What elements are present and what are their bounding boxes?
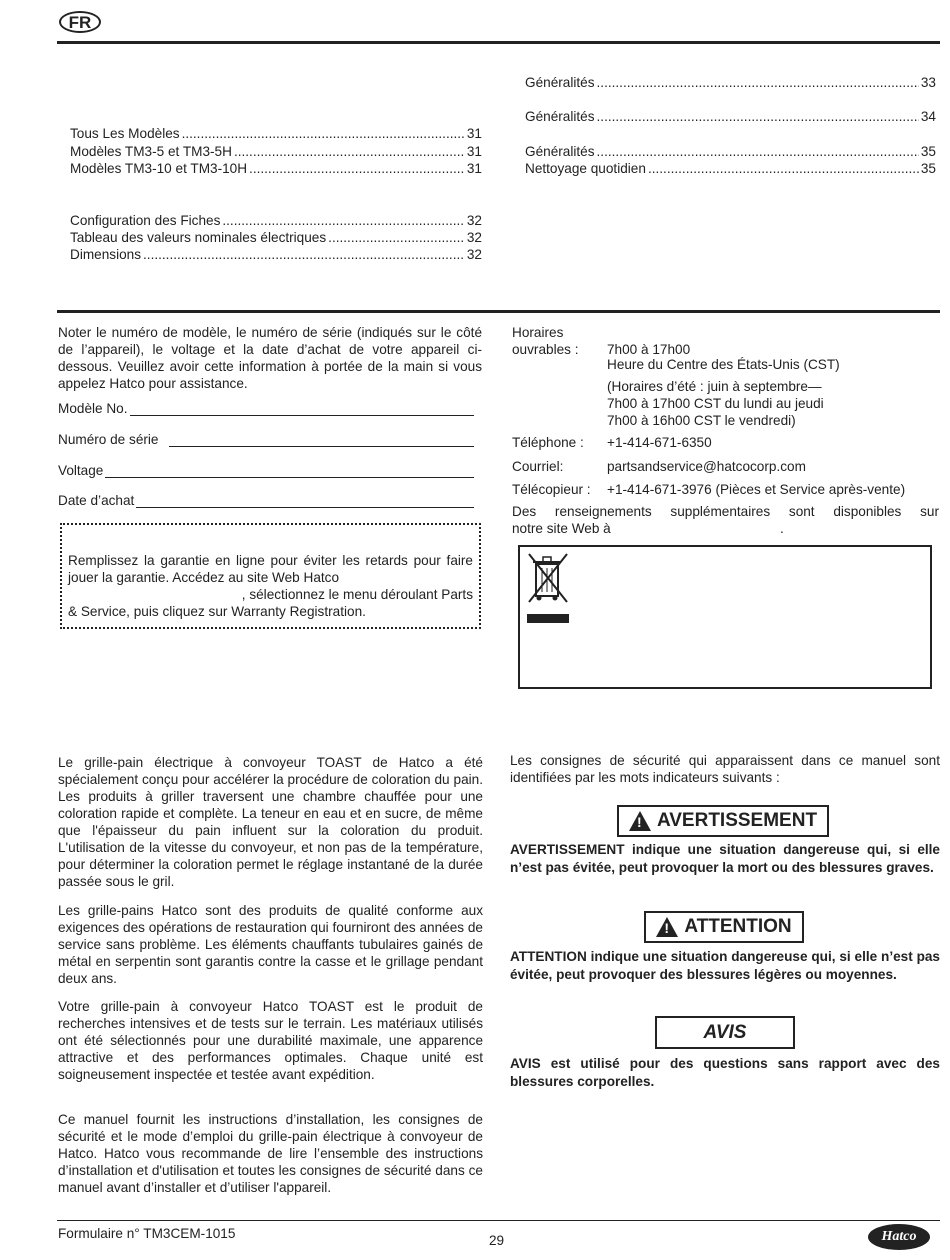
notice-text: AVIS est utilisé pour des questions sans rapport avec des blessures corporelles.: [510, 1056, 940, 1089]
toc-label: Configuration des Fiches: [70, 213, 221, 228]
serial-number-label: Numéro de série: [58, 432, 159, 447]
toc-label: Tableau des valeurs nominales électriques: [70, 230, 327, 245]
toc-page: 32: [466, 213, 482, 228]
intro-paragraph: Votre grille-pain à convoyeur Hatco TOAST est le produit de recherches intensives et de tests sur le terrain. Les matériaux utilisés ont été sélectionnés pour une durabilité maximale, une apparence attractive et des performances optimales. Chaque unité est soigneusement inspectée et testée avant expédition.: [58, 999, 483, 1082]
purchase-date-label: Date d’achat: [58, 493, 135, 508]
purchase-date-field[interactable]: [58, 493, 474, 508]
toc-page: 32: [466, 230, 482, 245]
toc-page: 31: [466, 144, 482, 159]
more-info-2: notre site Web à: [512, 521, 611, 536]
phone-label: Téléphone :: [512, 435, 584, 450]
summer-hours-1: (Horaires d’été : juin à septembre—: [607, 379, 822, 394]
section-rule: [57, 310, 940, 313]
notice-label: AVIS: [703, 1021, 747, 1043]
email-value[interactable]: partsandservice@hatcocorp.com: [607, 459, 806, 474]
hours-value-2: Heure du Centre des États-Unis (CST): [607, 357, 840, 372]
model-number-label: Modèle No.: [58, 401, 128, 416]
toc-entry[interactable]: [70, 213, 482, 228]
hours-label-1: Horaires: [512, 325, 564, 340]
intro-paragraph: Le grille-pain électrique à convoyeur TOAST de Hatco a été spécialement conçu pour accélérer la procédure de coloration du pain. Les produits à griller traversent une chambre chauffée pour une coloration rapide et complète. La teneur en eau et en sucre, de même que l'épaisseur du pain influent sur la coloration du produit. L'utilisation de la vitesse du convoyeur, et non pas de la température, pour déterminer la coloration permet le réglage instantané de la durée passée sous le gril.: [58, 755, 483, 889]
intro-paragraph: Les grille-pains Hatco sont des produits de qualité conforme aux exigences des opérations de restauration qui fourniront des années de service sans problème. Les éléments chauffants tubulaires gainés de métal en serpentin sont garantis contre la casse et le grillage pendant deux ans.: [58, 903, 483, 986]
crossed-bin-icon: [527, 552, 571, 624]
toc-label: Modèles TM3-10 et TM3-10H: [70, 161, 248, 176]
more-info-1: Des renseignements supplémentaires sont disponibles sur: [512, 504, 939, 519]
summer-hours-3: 7h00 à 16h00 CST le vendredi): [607, 413, 796, 428]
toc-page: 35: [920, 144, 936, 159]
toc-entry[interactable]: [70, 161, 482, 176]
toc-entry[interactable]: [525, 144, 936, 159]
language-badge: FR: [59, 11, 101, 33]
serial-number-field[interactable]: [58, 432, 474, 447]
voltage-label: Voltage: [58, 463, 104, 478]
toc-label: Généralités: [525, 109, 595, 124]
caution-text: ATTENTION indique une situation dangereuse qui, si elle n’est pas évitée, peut provoquer des blessures légères ou moyennes.: [510, 949, 940, 982]
hours-label-2: ouvrables :: [512, 342, 579, 357]
notice-signal-box: [655, 1016, 795, 1049]
toc-entry[interactable]: [70, 230, 482, 245]
toc-label: Généralités: [525, 75, 595, 90]
safety-intro: Les consignes de sécurité qui apparaissent dans ce manuel sont identifiées par les mots indicateurs suivants :: [510, 753, 940, 785]
hatco-logo: Hatco: [868, 1224, 930, 1250]
caution-signal-box: [644, 911, 804, 943]
email-label: Courriel:: [512, 459, 564, 474]
summer-hours-2: 7h00 à 17h00 CST du lundi au jeudi: [607, 396, 824, 411]
warranty-text-2: , sélectionnez le menu déroulant Parts: [241, 587, 473, 602]
caution-label: ATTENTION: [684, 916, 792, 937]
toc-page: 35: [920, 161, 936, 176]
toc-page: 33: [920, 75, 936, 90]
toc-label: Tous Les Modèles: [70, 126, 180, 141]
phone-value[interactable]: +1-414-671-6350: [607, 435, 712, 450]
warning-triangle-icon: [629, 811, 651, 831]
toc-entry[interactable]: [70, 247, 482, 262]
more-info-3: .: [780, 521, 784, 536]
toc-label: Généralités: [525, 144, 595, 159]
fax-label: Télécopieur :: [512, 482, 591, 497]
warranty-text-3: & Service, puis cliquez sur Warranty Registration.: [68, 604, 366, 619]
header-rule: [57, 41, 940, 44]
toc-label: Dimensions: [70, 247, 142, 262]
voltage-field[interactable]: [58, 463, 474, 478]
weee-notice-box: [518, 545, 932, 689]
toc-label: Modèles TM3-5 et TM3-5H: [70, 144, 232, 159]
toc-entry[interactable]: [525, 75, 936, 90]
toc-page: 31: [466, 126, 482, 141]
model-number-field[interactable]: [58, 401, 474, 416]
toc-entry[interactable]: [525, 161, 936, 176]
warning-text: AVERTISSEMENT indique une situation dangereuse qui, si elle n’est pas évitée, peut provoquer la mort ou des blessures graves.: [510, 842, 940, 875]
toc-page: 34: [920, 109, 936, 124]
warning-signal-box: [617, 805, 829, 837]
page-number: 29: [489, 1233, 505, 1248]
warning-triangle-icon: [656, 917, 678, 937]
toc-page: 31: [466, 161, 482, 176]
form-number: Formulaire n° TM3CEM-1015: [58, 1226, 236, 1241]
toc-page: 32: [466, 247, 482, 262]
toc-entry[interactable]: [525, 109, 936, 124]
toc-entry[interactable]: [70, 126, 482, 141]
toc-label: Nettoyage quotidien: [525, 161, 646, 176]
fax-value[interactable]: +1-414-671-3976 (Pièces et Service après-vente): [607, 482, 906, 497]
warning-label: AVERTISSEMENT: [656, 810, 818, 831]
warranty-text-1: Remplissez la garantie en ligne pour éviter les retards pour faire jouer la garantie. Accédez au site Web Hatco: [68, 553, 473, 585]
footer-rule: [57, 1220, 940, 1221]
intro-paragraph: Ce manuel fournit les instructions d’installation, les consignes de sécurité et le mode d’emploi du grille-pain électrique à convoyeur de Hatco. Hatco vous recommande de lire l’ensemble des instructions d’installation et d'utilisation et toutes les consignes de sécurité dans ce manuel avant d’installer et d’utiliser l'appareil.: [58, 1112, 483, 1195]
hours-value-1: 7h00 à 17h00: [607, 342, 691, 357]
toc-entry[interactable]: [70, 144, 482, 159]
owner-info-intro: Noter le numéro de modèle, le numéro de série (indiqués sur le côté de l’appareil), le voltage et la date d’achat de votre appareil ci-dessous. Veuillez avoir cette information à portée de la main si vous appelez Hatco pour assistance.: [58, 325, 482, 391]
